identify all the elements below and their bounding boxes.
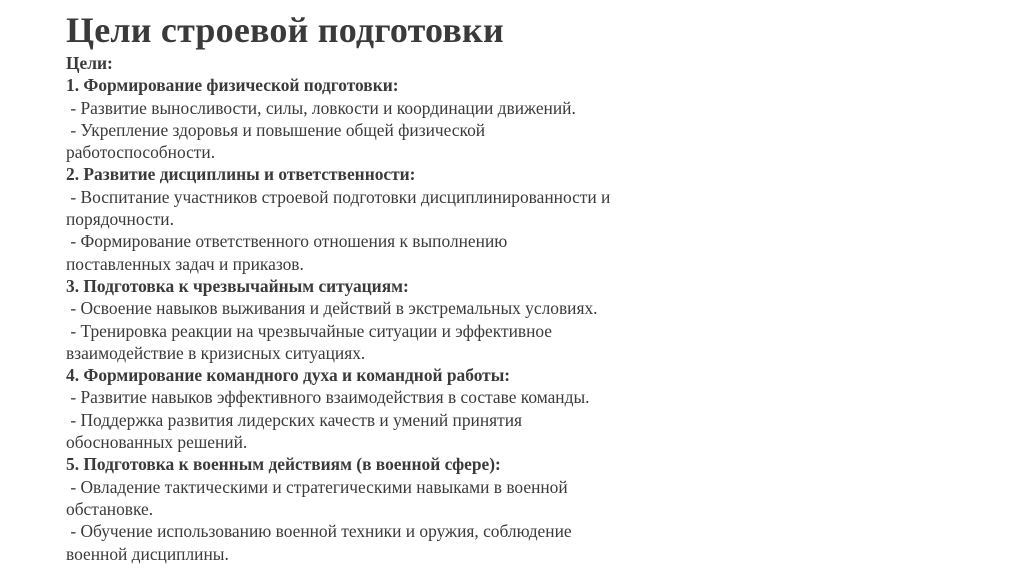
bullet-item: - Укрепление здоровья и повышение общей физической (66, 119, 486, 140)
section-heading: 3. Подготовка к чрезвычайным ситуациям: (66, 275, 409, 296)
slide-title: Цели строевой подготовки (66, 10, 504, 50)
bullet-continuation: поставленных задач и приказов. (66, 253, 304, 274)
section-heading: 5. Подготовка к военным действиям (в военной сфере): (66, 454, 501, 475)
bullet-item: - Воспитание участников строевой подготовки дисциплинированности и (66, 186, 611, 207)
section-heading: Цели: (66, 53, 113, 73)
bullet-continuation: обоснованных решений. (66, 432, 248, 453)
bullet-item: - Тренировка реакции на чрезвычайные ситуации и эффективное (66, 320, 553, 341)
slide-content (66, 52, 706, 565)
bullet-continuation: взаимодействие в кризисных ситуациях. (66, 342, 366, 363)
bullet-item: - Формирование ответственного отношения к выполнению (66, 231, 508, 252)
section-heading: 1. Формирование физической подготовки: (66, 75, 399, 96)
bullet-item: - Развитие выносливости, силы, ловкости и координации движений. (66, 97, 576, 118)
bullet-continuation: порядочности. (66, 209, 174, 230)
bullet-item: - Поддержка развития лидерских качеств и умений принятия (66, 409, 523, 430)
bullet-item: - Обучение использованию военной техники и оружия, соблюдение (66, 521, 572, 542)
section-heading: 4. Формирование командного духа и командной работы: (66, 365, 511, 386)
bullet-item: - Освоение навыков выживания и действий в экстремальных условиях. (66, 298, 598, 319)
bullet-continuation: работоспособности. (66, 142, 216, 163)
bullet-item: - Развитие навыков эффективного взаимодействия в составе команды. (66, 387, 590, 408)
bullet-continuation: военной дисциплины. (66, 543, 229, 564)
bullet-continuation: обстановке. (66, 498, 154, 519)
section-heading: 2. Развитие дисциплины и ответственности: (66, 164, 416, 185)
bullet-item: - Овладение тактическими и стратегическими навыками в военной (66, 476, 568, 497)
